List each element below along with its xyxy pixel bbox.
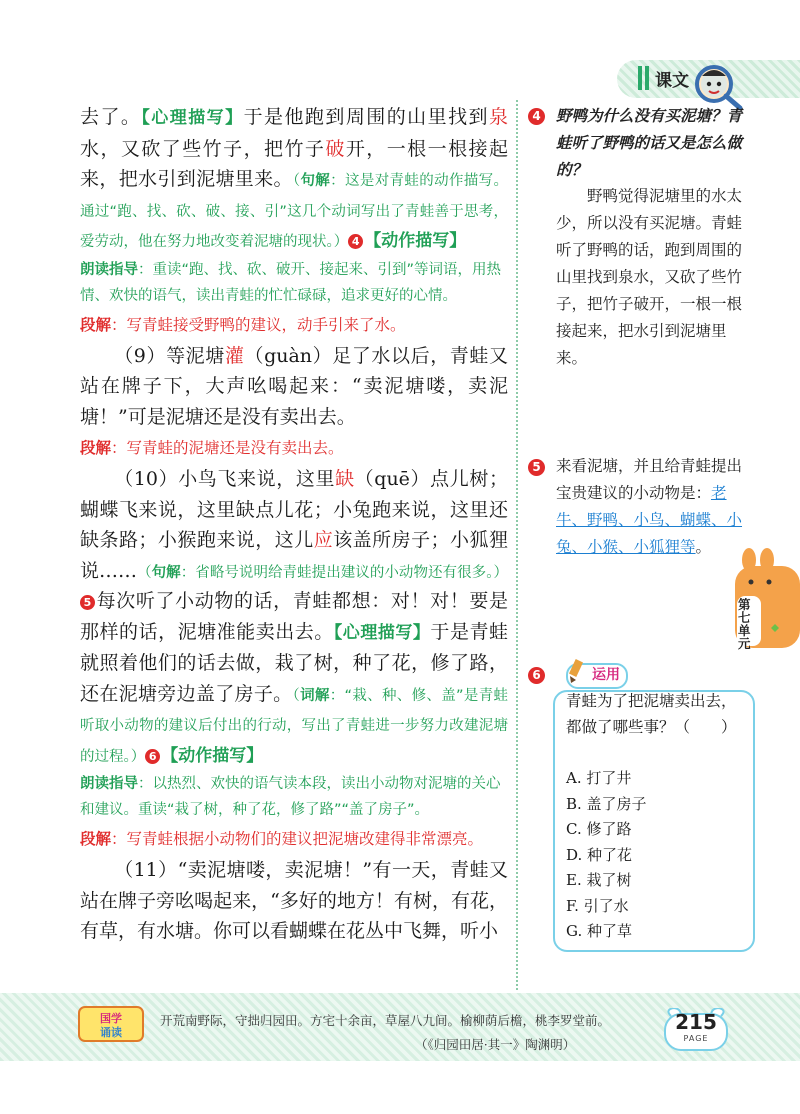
question-5-block	[556, 453, 756, 561]
question-5-text: 来看泥塘，并且给青蛙提出宝贵建议的小动物是：老牛、野鸭、小鸟、蝴蝶、小兔、小猴、小狐狸等。	[556, 457, 743, 556]
reading-guide: 朗读指导：重读“跑、找、砍、破开、接起来、引到”等词语，用热情、欢快的语气，读出青蛙的忙忙碌碌，追求更好的心情。	[80, 261, 502, 304]
action-tag: 【动作描写】	[161, 745, 264, 766]
question-4-number: 4	[528, 108, 545, 125]
classics-reading-badge-icon	[78, 1006, 144, 1042]
header-bar-decoration	[645, 66, 649, 90]
paragraph-9: （9）等泥塘灌（guàn）足了水以后，青蛙又站在牌子下，大声吆喝起来：“卖泥塘喽，卖泥塘！”可是泥塘还是没有卖出去。	[80, 344, 508, 428]
word-note: （词解：“栽、种、修、盖”是青蛙听取小动物的建议后付出的行动，写出了青蛙进一步努力改建泥塘的过程。）	[80, 687, 509, 765]
section-title: 课文	[655, 71, 689, 91]
question-4-text: 野鸭为什么没有买泥塘？青蛙听了野鸭的话又是怎么做的？	[556, 106, 743, 179]
option-f: F. 引了水	[566, 896, 629, 915]
page-number: 215	[675, 1010, 717, 1034]
apply-label: 运用	[566, 663, 628, 689]
text-run: 去了。	[80, 106, 142, 128]
main-text-column	[80, 102, 508, 947]
sentence-note: （句解：这是对青蛙的动作描写。通过“跑、找、砍、破、接、引”这几个动词写出了青蛙善于思考，爱劳动，他在努力地改变着泥塘的现状。）	[80, 173, 508, 250]
text-run: 于是他跑到周围的山里找到	[243, 106, 489, 128]
unit-label: 第七单元	[738, 597, 751, 651]
marker-5: 5	[80, 595, 95, 610]
key-character: 泉	[488, 106, 508, 128]
footer-poem: 开荒南野际，守拙归园田。方宅十余亩，草屋八九间。榆柳荫后檐，桃李罗堂前。	[160, 1013, 611, 1028]
question-5-number: 5	[528, 459, 545, 476]
paragraph-10: （10）小鸟飞来说，这里缺（quē）点儿树；蝴蝶飞来说，这里缺点儿花；小兔跑来说，这里还缺条路；小猴跑来说，这儿应该盖所房子；小狐狸说……（句解：省略号说明给青蛙提出建议的小动物还有很多。）5 每次听了小动物的话，青蛙都想：对！对！要是那样的话，泥塘准能卖出去。【心理描写】于是青蛙就照着他们的话去做，栽了树，种了花，修了路，还在泥塘旁边盖了房子。（词解：“栽、种、修、盖”是青蛙听取小动物的建议后付出的行动，写出了青蛙进一步努力改建泥塘的过程。） 6 【动作描写】	[80, 468, 509, 766]
action-tag: 【动作描写】	[364, 231, 467, 251]
footer-poem-source: （《归园田居·其一》陶渊明）	[415, 1037, 576, 1052]
paragraph-summary: 段解：写青蛙接受野鸭的建议，动手引来了水。	[80, 315, 406, 334]
badge-text-2: 诵读	[100, 1026, 122, 1039]
option-b: B. 盖了房子	[566, 794, 647, 813]
option-d: D. 种了花	[566, 845, 633, 864]
option-a: A. 打了井	[566, 769, 632, 787]
question-5-answer: 老牛、野鸭、小鸟、蝴蝶、小兔、小猴、小狐狸等	[556, 484, 743, 556]
question-6-options	[566, 766, 647, 945]
option-c: C. 修了路	[566, 820, 632, 838]
option-g: G. 种了草	[566, 922, 632, 940]
key-character: 破	[325, 137, 346, 160]
paragraph-summary: 段解：写青蛙的泥塘还是没有卖出去。	[80, 439, 344, 457]
question-6-text: 青蛙为了把泥塘卖出去，都做了哪些事？（ ）	[566, 692, 737, 736]
paragraph-summary: 段解：写青蛙根据小动物们的建议把泥塘改建得非常漂亮。	[80, 830, 484, 848]
paragraph-11: （11）“卖泥塘喽，卖泥塘！”有一天，青蛙又站在牌子旁吆喝起来，“多好的地方！有树，有花，有草，有水塘。你可以看蝴蝶在花丛中飞舞，听小	[80, 859, 508, 942]
marker-6: 6	[145, 749, 160, 764]
question-4-answer: 野鸭觉得泥塘里的水太少，所以没有买泥塘。青蛙听了野鸭的话，跑到周围的山里找到泉水，又砍了些竹子，把竹子破开，一根一根接起来，把水引到泥塘里来。	[556, 187, 743, 367]
page-label: PAGE	[683, 1034, 709, 1043]
question-6-number: 6	[528, 667, 545, 684]
column-divider	[516, 100, 518, 990]
text-run: 水，又砍了些竹子，把竹子	[80, 137, 326, 160]
question-4-block	[556, 102, 756, 372]
psychology-tag: 【心理描写】	[333, 622, 431, 643]
reading-guide: 朗读指导：以热烈、欢快的语气读本段，读出小动物对泥塘的关心和建议。重读“栽了树，种了花，修了路”“盖了房子”。	[80, 776, 501, 818]
marker-4: 4	[348, 234, 363, 249]
option-e: E. 栽了树	[566, 871, 632, 889]
psychology-tag: 【心理描写】	[141, 108, 244, 128]
header-bar-decoration	[638, 66, 642, 90]
text-run: 开，一根一根接起来，把水引到泥塘里来。	[80, 137, 508, 190]
sentence-note: （句解：省略号说明给青蛙提出建议的小动物还有很多。）	[137, 564, 508, 581]
paragraph-8-continued	[80, 102, 508, 257]
pencil-icon	[566, 658, 586, 684]
badge-text-1: 国学	[100, 1012, 122, 1025]
